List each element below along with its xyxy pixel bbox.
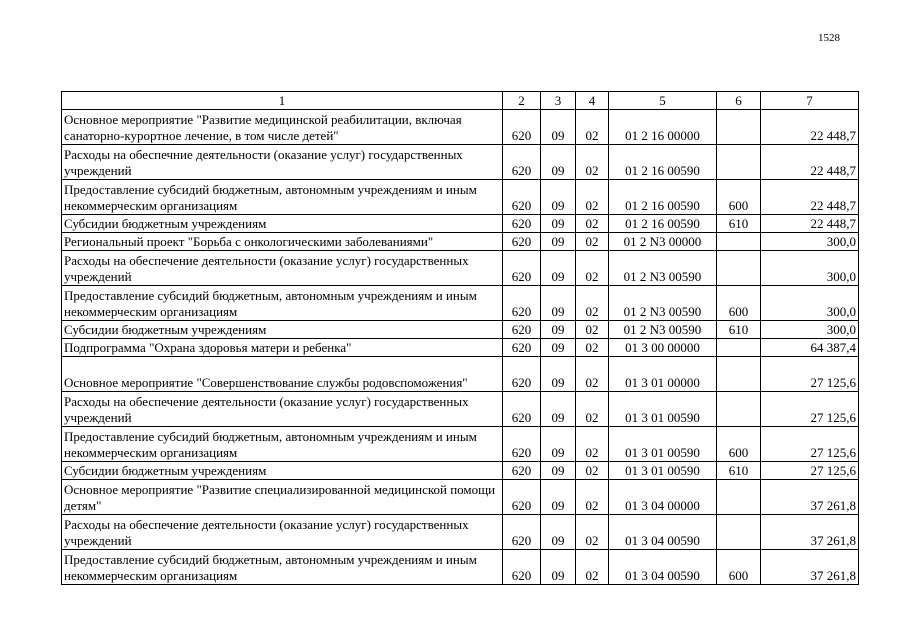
cell-subsection: 02 — [576, 215, 609, 233]
table-row — [62, 145, 859, 180]
cell-code: 620 — [503, 251, 541, 286]
cell-code: 620 — [503, 550, 541, 585]
page-number: 1528 — [818, 32, 840, 44]
cell-code: 620 — [503, 357, 541, 392]
cell-section: 09 — [541, 180, 576, 215]
cell-code: 620 — [503, 427, 541, 462]
cell-code: 620 — [503, 180, 541, 215]
row-name: Основное мероприятие "Развитие медицинской реабилитации, включая санаторно-курортное лечение, в том числе детей" — [62, 110, 503, 145]
cell-target: 01 3 01 00590 — [609, 427, 717, 462]
cell-target: 01 3 00 00000 — [609, 339, 717, 357]
cell-amount: 300,0 — [761, 321, 859, 339]
cell-expense-type: 600 — [717, 286, 761, 321]
row-name: Предоставление субсидий бюджетным, автономным учреждениям и иным некоммерческим организациям — [62, 550, 503, 585]
column-header: 2 — [503, 92, 541, 110]
cell-section: 09 — [541, 427, 576, 462]
cell-subsection: 02 — [576, 480, 609, 515]
cell-code: 620 — [503, 462, 541, 480]
cell-code: 620 — [503, 215, 541, 233]
cell-expense-type — [717, 480, 761, 515]
cell-section: 09 — [541, 145, 576, 180]
table-row — [62, 286, 859, 321]
cell-code: 620 — [503, 321, 541, 339]
cell-code: 620 — [503, 145, 541, 180]
cell-expense-type: 600 — [717, 550, 761, 585]
cell-expense-type — [717, 515, 761, 550]
cell-amount: 27 125,6 — [761, 462, 859, 480]
cell-amount: 64 387,4 — [761, 339, 859, 357]
cell-code: 620 — [503, 480, 541, 515]
row-name: Подпрограмма "Охрана здоровья матери и ребенка" — [62, 339, 503, 357]
cell-target: 01 3 01 00590 — [609, 392, 717, 427]
cell-subsection: 02 — [576, 427, 609, 462]
cell-section: 09 — [541, 339, 576, 357]
cell-target: 01 2 N3 00590 — [609, 321, 717, 339]
column-header: 6 — [717, 92, 761, 110]
cell-section: 09 — [541, 515, 576, 550]
cell-amount: 27 125,6 — [761, 427, 859, 462]
cell-target: 01 3 04 00590 — [609, 550, 717, 585]
table-row — [62, 357, 859, 392]
cell-amount: 37 261,8 — [761, 550, 859, 585]
column-header: 5 — [609, 92, 717, 110]
column-header: 1 — [62, 92, 503, 110]
cell-amount: 37 261,8 — [761, 515, 859, 550]
cell-target: 01 2 N3 00000 — [609, 233, 717, 251]
cell-expense-type: 610 — [717, 321, 761, 339]
table-row — [62, 215, 859, 233]
cell-expense-type — [717, 251, 761, 286]
table-row — [62, 462, 859, 480]
cell-amount: 300,0 — [761, 251, 859, 286]
cell-code: 620 — [503, 286, 541, 321]
row-name: Субсидии бюджетным учреждениям — [62, 215, 503, 233]
cell-code: 620 — [503, 339, 541, 357]
cell-section: 09 — [541, 480, 576, 515]
cell-amount: 22 448,7 — [761, 215, 859, 233]
cell-expense-type — [717, 233, 761, 251]
cell-expense-type — [717, 392, 761, 427]
row-name: Предоставление субсидий бюджетным, автономным учреждениям и иным некоммерческим организациям — [62, 427, 503, 462]
cell-subsection: 02 — [576, 180, 609, 215]
cell-subsection: 02 — [576, 392, 609, 427]
cell-section: 09 — [541, 215, 576, 233]
cell-expense-type: 600 — [717, 180, 761, 215]
cell-target: 01 2 16 00590 — [609, 180, 717, 215]
table-row — [62, 515, 859, 550]
cell-target: 01 2 N3 00590 — [609, 286, 717, 321]
cell-section: 09 — [541, 321, 576, 339]
table-row — [62, 251, 859, 286]
row-name: Расходы на обеспечение деятельности (оказание услуг) государственных учреждений — [62, 392, 503, 427]
cell-code: 620 — [503, 515, 541, 550]
cell-target: 01 3 04 00590 — [609, 515, 717, 550]
cell-target: 01 3 01 00000 — [609, 357, 717, 392]
cell-section: 09 — [541, 357, 576, 392]
cell-section: 09 — [541, 392, 576, 427]
table-header-row — [62, 92, 859, 110]
cell-amount: 22 448,7 — [761, 180, 859, 215]
cell-amount: 37 261,8 — [761, 480, 859, 515]
cell-expense-type — [717, 339, 761, 357]
cell-section: 09 — [541, 233, 576, 251]
cell-expense-type: 600 — [717, 427, 761, 462]
cell-subsection: 02 — [576, 110, 609, 145]
table-row — [62, 427, 859, 462]
cell-expense-type — [717, 145, 761, 180]
cell-target: 01 2 N3 00590 — [609, 251, 717, 286]
cell-code: 620 — [503, 110, 541, 145]
cell-expense-type — [717, 110, 761, 145]
table-row — [62, 392, 859, 427]
column-header: 7 — [761, 92, 859, 110]
cell-amount: 22 448,7 — [761, 145, 859, 180]
cell-subsection: 02 — [576, 515, 609, 550]
cell-amount: 300,0 — [761, 233, 859, 251]
cell-target: 01 3 04 00000 — [609, 480, 717, 515]
row-name: Основное мероприятие "Развитие специализированной медицинской помощи детям" — [62, 480, 503, 515]
budget-table — [61, 91, 859, 585]
cell-subsection: 02 — [576, 357, 609, 392]
cell-section: 09 — [541, 110, 576, 145]
row-name: Предоставление субсидий бюджетным, автономным учреждениям и иным некоммерческим организациям — [62, 180, 503, 215]
row-name: Субсидии бюджетным учреждениям — [62, 462, 503, 480]
cell-subsection: 02 — [576, 321, 609, 339]
cell-amount: 300,0 — [761, 286, 859, 321]
table-row — [62, 339, 859, 357]
table-row — [62, 480, 859, 515]
cell-code: 620 — [503, 233, 541, 251]
cell-subsection: 02 — [576, 286, 609, 321]
cell-amount: 27 125,6 — [761, 392, 859, 427]
table-row — [62, 110, 859, 145]
cell-expense-type — [717, 357, 761, 392]
cell-target: 01 2 16 00590 — [609, 215, 717, 233]
cell-subsection: 02 — [576, 145, 609, 180]
cell-subsection: 02 — [576, 233, 609, 251]
column-header: 4 — [576, 92, 609, 110]
cell-expense-type: 610 — [717, 462, 761, 480]
row-name: Региональный проект "Борьба с онкологическими заболеваниями" — [62, 233, 503, 251]
row-name: Предоставление субсидий бюджетным, автономным учреждениям и иным некоммерческим организациям — [62, 286, 503, 321]
cell-subsection: 02 — [576, 339, 609, 357]
cell-target: 01 2 16 00000 — [609, 110, 717, 145]
cell-amount: 27 125,6 — [761, 357, 859, 392]
row-name: Расходы на обеспечние деятельности (оказание услуг) государственных учреждений — [62, 145, 503, 180]
table-row — [62, 180, 859, 215]
table-row — [62, 550, 859, 585]
cell-section: 09 — [541, 286, 576, 321]
table-row — [62, 233, 859, 251]
cell-target: 01 2 16 00590 — [609, 145, 717, 180]
row-name: Расходы на обеспечение деятельности (оказание услуг) государственных учреждений — [62, 251, 503, 286]
cell-section: 09 — [541, 251, 576, 286]
cell-section: 09 — [541, 462, 576, 480]
column-header: 3 — [541, 92, 576, 110]
table-row — [62, 321, 859, 339]
cell-subsection: 02 — [576, 462, 609, 480]
cell-amount: 22 448,7 — [761, 110, 859, 145]
cell-expense-type: 610 — [717, 215, 761, 233]
cell-section: 09 — [541, 550, 576, 585]
cell-subsection: 02 — [576, 550, 609, 585]
cell-subsection: 02 — [576, 251, 609, 286]
cell-code: 620 — [503, 392, 541, 427]
row-name: Расходы на обеспечение деятельности (оказание услуг) государственных учреждений — [62, 515, 503, 550]
cell-target: 01 3 01 00590 — [609, 462, 717, 480]
row-name: Субсидии бюджетным учреждениям — [62, 321, 503, 339]
row-name: Основное мероприятие "Совершенствование службы родовспоможения" — [62, 357, 503, 392]
